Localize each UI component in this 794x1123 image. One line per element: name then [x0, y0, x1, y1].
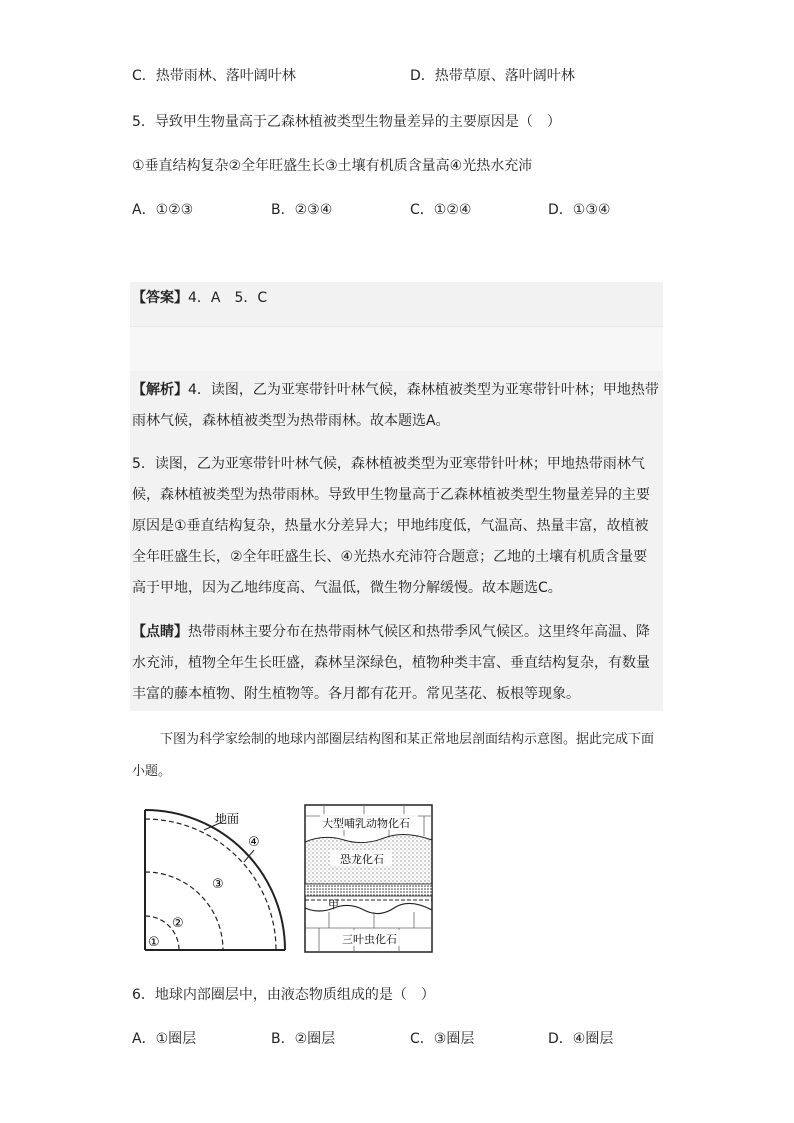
label-layer-3: ③ — [212, 877, 224, 892]
tips-tag: 【点睛】 — [132, 624, 188, 640]
q5-option-c: C．①②④ — [410, 202, 472, 218]
q5-option-d: D．①③④ — [548, 202, 611, 218]
label-ground: 地面 — [215, 812, 240, 826]
analysis-tag: 【解析】 — [132, 382, 188, 398]
q4-option-c: C．热带雨林、落叶阔叶林 — [132, 68, 296, 84]
strata-mid-label: 恐龙化石 — [340, 853, 384, 866]
q5-choices: ①垂直结构复杂②全年旺盛生长③土壤有机质含量高④光热水充沛 — [132, 158, 533, 174]
analysis-p2 — [132, 449, 660, 604]
strata-profile-figure — [304, 804, 434, 954]
q4-option-d: D．热带草原、落叶阔叶林 — [410, 68, 575, 84]
analysis-text-2: 5．读图，乙为亚寒带针叶林气候，森林植被类型为亚寒带针叶林；甲地热带雨林气候，森林植被类型为热带雨林。导致甲生物量高于乙森林植被类型生物量差异的主要原因是①垂直结构复杂，热量水分差异大；甲地纬度低，气温高、热量丰富，故植被全年旺盛生长，②全年旺盛生长、④光热水充沛符合题意；乙地的土壤有机质含量要高于甲地，因为乙地纬度高、气温低，微生物分解缓慢。故本题选C。 — [132, 456, 650, 596]
intro-text: 下图为科学家绘制的地球内部圈层结构图和某正常地层剖面结构示意图。据此完成下面小题。 — [132, 732, 655, 779]
tips-paragraph — [132, 617, 660, 710]
analysis-p1 — [132, 375, 660, 437]
q6-option-a: A．①圈层 — [132, 1031, 197, 1047]
earth-interior-figure — [140, 800, 300, 960]
strata-bottom-label: 三叶虫化石 — [342, 933, 397, 946]
q6-option-c: C．③圈层 — [410, 1031, 475, 1047]
label-layer-4: ④ — [248, 835, 260, 850]
analysis-text-1: 4．读图，乙为亚寒带针叶林气候，森林植被类型为亚寒带针叶林；甲地热带雨林气候，森林植被类型为热带雨林。故本题选A。 — [132, 382, 659, 429]
answer-tag: 【答案】 — [132, 290, 188, 306]
answer-text: 4．A 5．C — [188, 290, 268, 306]
answer-line — [132, 288, 267, 308]
q5-stem: 5．导致甲生物量高于乙森林植被类型生物量差异的主要原因是（ ） — [132, 114, 561, 130]
answer-spacer — [130, 327, 663, 371]
label-layer-2: ② — [172, 916, 184, 931]
strata-jia-label: 甲 — [328, 898, 339, 911]
q6-stem: 6．地球内部圈层中，由液态物质组成的是（ ） — [132, 987, 435, 1003]
q6-option-d: D．④圈层 — [548, 1031, 614, 1047]
q5-option-a: A．①②③ — [132, 202, 194, 218]
strata-top-label: 大型哺乳动物化石 — [322, 817, 410, 830]
q5-option-b: B．②③④ — [271, 202, 333, 218]
label-layer-1: ① — [148, 935, 160, 950]
tips-text: 热带雨林主要分布在热带雨林气候区和热带季风气候区。这里终年高温、降水充沛，植物全年生长旺盛，森林呈深绿色，植物种类丰富、垂直结构复杂，有数量丰富的藤本植物、附生植物等。各月都有花开。常见茎花、板根等现象。 — [132, 624, 650, 702]
q6-option-b: B．②圈层 — [271, 1031, 336, 1047]
